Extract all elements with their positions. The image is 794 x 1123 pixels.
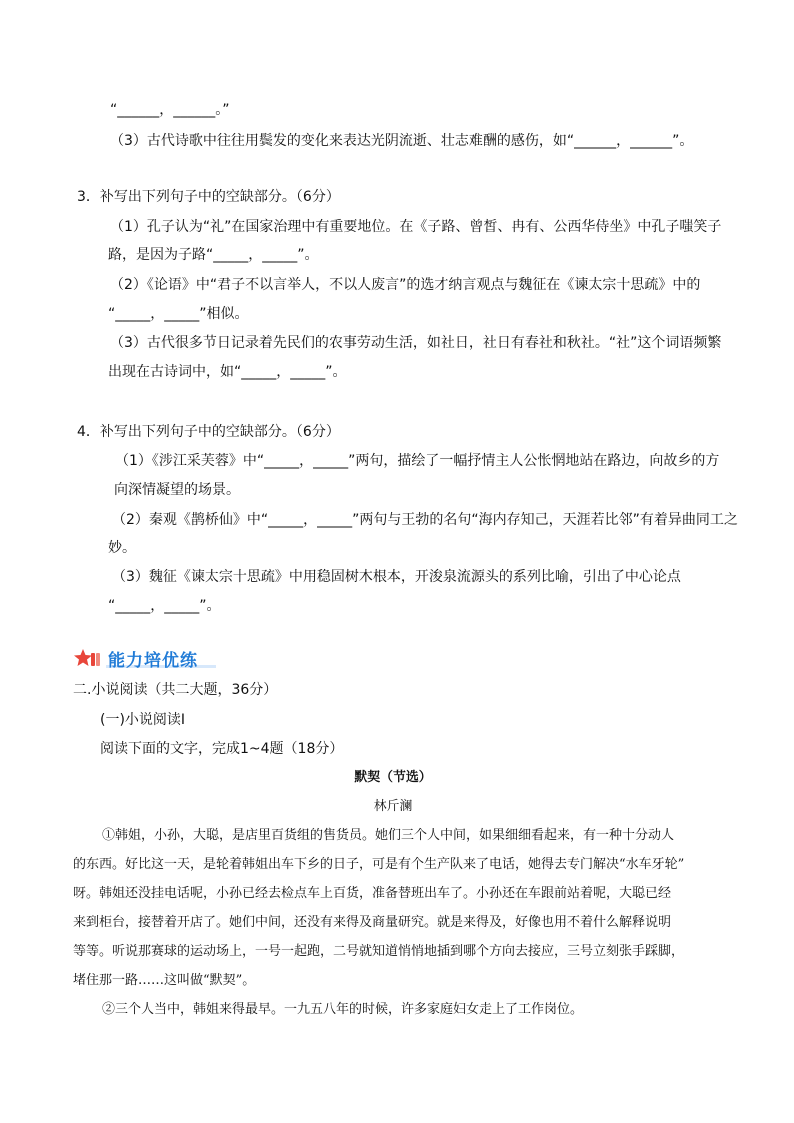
q3-item2-line1: （2）《论语》中“君子不以言举人，不以人废言”的选才纳言观点与魏征在《谏太宗十思疏》中的 [110, 277, 701, 293]
q3-item1-line1: （1）孔子认为“礼”在国家治理中有重要地位。在《子路、曾皙、冉有、公西华侍坐》中孔子嗤笑子 [110, 219, 722, 235]
q2-line-a: “______，______。” [110, 102, 230, 118]
q3-item3-line2: 出现在古诗词中，如“_____，_____”。 [108, 364, 347, 380]
q4-item2-line2: 妙。 [108, 540, 136, 556]
q4-item2-line1: （2）秦观《鹊桥仙》中“_____，_____”两句与王勃的名句“海内存知己，天涯若比邻”有着异曲同工之 [112, 512, 738, 528]
part2-subsection: (一)小说阅读Ⅰ [100, 712, 186, 728]
q3-item1-line2: 路，是因为子路“_____，_____”。 [108, 247, 319, 263]
section-heading [74, 646, 198, 671]
part2-title: 二.小说阅读（共二大题，36分） [73, 682, 278, 698]
q4-item1-line1: （1）《涉江采芙蓉》中“_____，_____”两句，描绘了一幅抒情主人公怅惘地站在路边，向故乡的方 [115, 453, 720, 469]
part2-instruction: 阅读下面的文字，完成1~4题（18分） [100, 741, 344, 757]
q3-item2-line2: “_____，_____”相似。 [108, 306, 249, 322]
q4-item1-line2: 向深情凝望的场景。 [114, 482, 240, 498]
q4-item3-line2: “_____，_____”。 [108, 598, 221, 614]
article-p2-line1: ②三个人当中，韩姐来得最早。一九五八年的时候，许多家庭妇女走上了工作岗位。 [102, 1002, 584, 1017]
q3-title: 3．补写出下列句子中的空缺部分。（6分） [77, 189, 340, 205]
article-p1-line2: 的东西。好比这一天，是轮着韩姐出车下乡的日子，可是有个生产队来了电话，她得去专门解决“水车牙轮” [73, 857, 685, 872]
star-badge-icon [74, 648, 102, 670]
article-title: 默契（节选） [354, 770, 432, 785]
article-p1-line6: 堵住那一路……这叫做“默契”。 [73, 973, 256, 988]
article-author: 林斤澜 [373, 799, 413, 814]
section-heading-text: 能力培优练 [108, 651, 198, 671]
article-p1-line5: 等等。听说那赛球的运动场上，一号一起跑，二号就知道悄悄地插到哪个方向去接应，三号立刻张手踩脚， [73, 944, 685, 959]
q4-item3-line1: （3）魏征《谏太宗十思疏》中用稳固树木根本，开浚泉流源头的系列比喻，引出了中心论点 [112, 569, 681, 585]
q2-item-3: （3）古代诗歌中往往用鬓发的变化来表达光阴流逝、壮志难酬的感伤，如“______，______”。 [110, 133, 694, 149]
article-p1-line1: ①韩姐，小孙，大聪，是店里百货组的售货员。她们三个人中间，如果细细看起来，有一种十分动人 [102, 828, 675, 843]
article-p1-line4: 来到柜台，接替着开店了。她们中间，还没有来得及商量研究。就是来得及，好像也用不着什么解释说明 [73, 915, 672, 930]
q4-title: 4．补写出下列句子中的空缺部分。（6分） [77, 424, 340, 440]
article-p1-line3: 呀。韩姐还没挂电话呢，小孙已经去检点车上百货，准备替班出车了。小孙还在车跟前站着呢，大聪已经 [73, 886, 672, 901]
q3-item3-line1: （3）古代很多节日记录着先民们的农事劳动生活，如社日，社日有春社和秋社。“社”这个词语频繁 [110, 335, 722, 351]
